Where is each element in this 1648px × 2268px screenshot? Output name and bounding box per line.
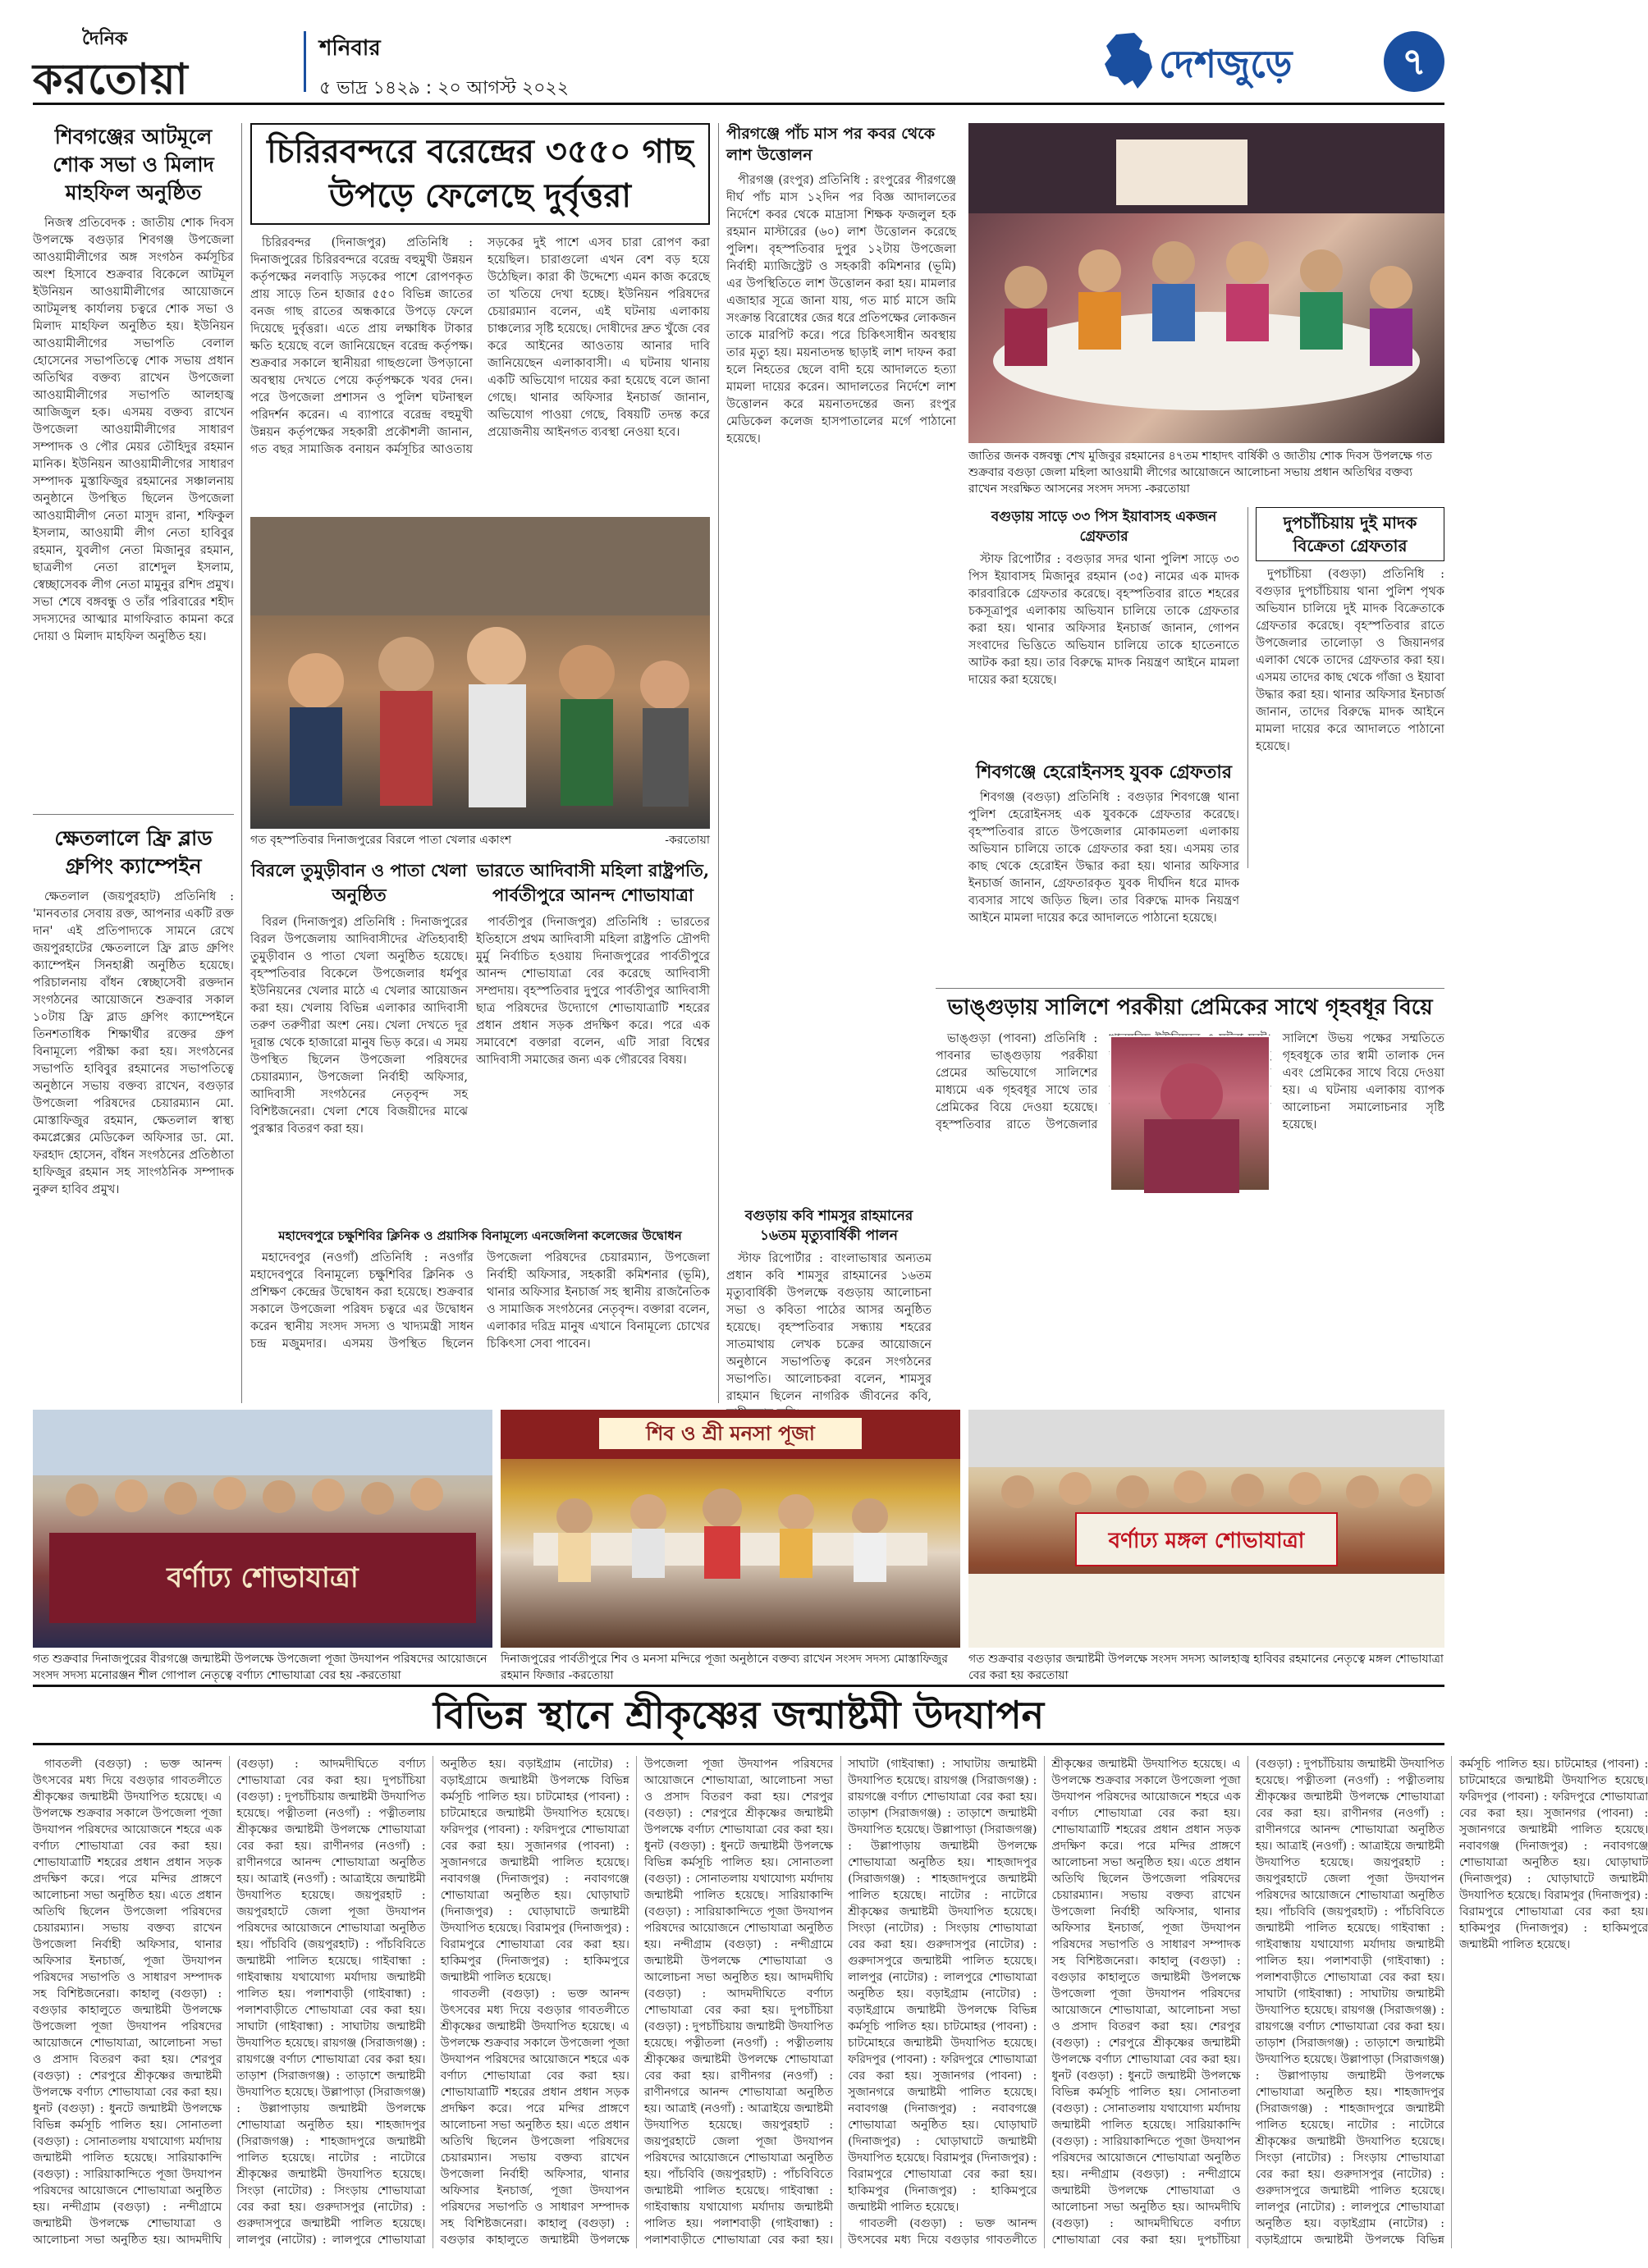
photo-bride <box>1110 1036 1270 1191</box>
dateline <box>304 31 570 98</box>
article-body: নিজস্ব প্রতিবেদক : জাতীয় শোক দিবস উপলক্ষে বগুড়ার শিবগঞ্জ উপজেলা আওয়ামীলীগের অঙ্গ সংগঠন কর্মসূচির অংশ হিসাবে শুক্রবার বিকেলে আটমূল ইউনিয়ন আওয়ামীলীগের আয়োজনে আটমূলস্থ কার্যালয় চত্বরে শোক সভা ও মিলাদ মাহফিল অনুষ্ঠিত হয়। ইউনিয়ন আওয়ামীলীগের সভাপতি বেলাল হোসেনের সভাপতিত্বে শোক সভায় প্রধান অতিথির বক্তব্য রাখেন উপজেলা আওয়ামীলীগের সভাপতি আলহাজ্ব আজিজুল হক। এসময় বক্তব্য রাখেন উপজেলা আওয়ামীলীগের সাধারণ সম্পাদক ও পৌর মেয়র তৌহিদুর রহমান মানিক। ইউনিয়ন আওয়ামীলীগের সাধারণ সম্পাদক মুস্তাফিজুর রহমানের সঞ্চালনায় অনুষ্ঠানে উপস্থিত ছিলেন উপজেলা আওয়ামীলীগ নেতা মাসুদ রানা, শফিকুল ইসলাম, আওয়ামী লীগ নেতা হাবিবুর রহমান, যুবলীগ নেতা মিজানুর রহমান, ছাত্রলীগ নেতা রাশেদুল ইসলাম, স্বেচ্ছাসেবক লীগ নেতা মামুনুর রশিদ প্রমুখ। সভা শেষে বঙ্গবন্ধু ও তাঁর পরিবারের শহীদ সদস্যদের আত্মার মাগফিরাত কামনা করে দোয়া ও মিলাদ মাহফিল অনুষ্ঠিত হয়। <box>33 217 234 643</box>
article-parbatipur-procession <box>476 858 710 1219</box>
column-divider <box>718 123 719 1403</box>
banner-title: বিভিন্ন স্থানে শ্রীকৃষ্ণের জন্মাষ্টমী উদযাপন <box>433 1693 1045 1737</box>
masthead <box>33 23 1444 105</box>
photo-caption: গত শুক্রবার বগুড়ার জন্মাষ্টমী উপলক্ষে সংসদ সদস্য আলহাজ্ব হাবিবর রহমানের নেতৃত্বে মঙ্গল শোভাযাত্রা বের করা হয় করতোয়া <box>968 1653 1444 1682</box>
divider <box>33 814 234 815</box>
article-body: পার্বতীপুর (দিনাজপুর) প্রতিনিধি : ভারতের ইতিহাসে প্রথম আদিবাসী মহিলা রাষ্ট্রপতি দ্রৌপদী মুর্মু নির্বাচিত হওয়ায় দিনাজপুরের পার্বতীপুরে আনন্দ শোভাযাত্রা বের করেছে আদিবাসী সম্প্রদায়। বৃহস্পতিবার দুপুরে পার্বতীপুর আদিবাসী ছাত্র পরিষদের উদ্যোগে শোভাযাত্রাটি শহরের প্রধান প্রধান সড়ক প্রদক্ষিণ করে। পরে এক সমাবেশে বক্তারা বলেন, এটি সারা বিশ্বের আদিবাসী সমাজের জন্য এক গৌরবের বিষয়। <box>476 916 710 1067</box>
divider <box>936 988 1444 989</box>
photo-women-meeting <box>968 123 1444 443</box>
photo-caption: জাতির জনক বঙ্গবন্ধু শেখ মুজিবুর রহমানের ৪৭তম শাহাদৎ বার্ষিকী ও জাতীয় শোক দিবস উপলক্ষে গত শুক্রবার বগুড়া জেলা মহিলা আওয়ামী লীগের আয়োজনে আলোচনা সভায় প্রধান অতিথির বক্তব্য রাখেন সংরক্ষিত আসনের সংসদ সদস্য -করতোয়া <box>968 450 1433 496</box>
date: ৫ ভাদ্র ১৪২৯ : ২০ আগস্ট ২০২২ <box>319 78 570 98</box>
procession-banner: বর্ণাঢ্য মঙ্গল শোভাযাত্রা <box>1075 1512 1338 1566</box>
logo-small-text: দৈনিক <box>82 29 128 49</box>
stage-banner: শিব ও শ্রী মনসা পূজা <box>599 1418 862 1449</box>
article-shibganj-heroin <box>968 760 1239 981</box>
section-title: দেশজুড়ে <box>1159 42 1293 86</box>
article-bogura-yaba <box>968 507 1239 753</box>
article-headline: শিবগঞ্জের আটমূলে শোক সভা ও মিলাদ মাহফিল অনুষ্ঠিত <box>53 125 214 204</box>
janmashtami-banner <box>33 1685 1444 1745</box>
logo-name: করতোয়া <box>33 55 189 104</box>
article-body: মহাদেবপুর (নওগাঁ) প্রতিনিধি : নওগাঁর মহাদেবপুরে বিনামূল্যে চক্ষুশিবির ক্লিনিক ও প্রশিক্ষণ কেন্দ্রের উদ্বোধন করা হয়েছে। শুক্রবার সকালে উপজেলা পরিষদ চত্বরে এর উদ্বোধন করেন স্থানীয় সংসদ সদস্য ও খাদ্যমন্ত্রী সাধন চন্দ্র মজুমদার। এসময় উপস্থিত ছিলেন উপজেলা পরিষদের চেয়ারম্যান, উপজেলা নির্বাহী অফিসার, সহকারী কমিশনার (ভূমি), থানার অফিসার ইনচার্জ সহ স্থানীয় রাজনৈতিক ও সামাজিক সংগঠনের নেতৃবৃন্দ। বক্তারা বলেন, এলাকার দরিদ্র মানুষ এখানে বিনামূল্যে চোখের চিকিৎসা সেবা পাবেন। <box>250 1251 710 1351</box>
article-headline: পীরগঞ্জে পাঁচ মাস পর কবর থেকে লাশ উত্তোলন <box>726 125 936 164</box>
article-headline: বগুড়ায় সাড়ে ৩৩ পিস ইয়াবাসহ একজন গ্রেফতার <box>991 509 1217 545</box>
photo-birganj-rally <box>33 1410 492 1648</box>
article-shamsur-rahman <box>726 1206 932 1403</box>
article-body: গাবতলী (বগুড়া) : ভক্ত আনন্দ উৎসবের মধ্য দিয়ে বগুড়ার গাবতলীতে শ্রীকৃষ্ণের জন্মাষ্টমী উদযাপিত হয়েছে। এ উপলক্ষে শুক্রবার সকালে উপজেলা পূজা উদযাপন পরিষদের আয়োজনে শহরে এক বর্ণাঢ্য শোভাযাত্রা বের করা হয়। শোভাযাত্রাটি শহরের প্রধান প্রধান সড়ক প্রদক্ষিণ করে। পরে মন্দির প্রাঙ্গণে আলোচনা সভা অনুষ্ঠিত হয়। এতে প্রধান অতিথি ছিলেন উপজেলা পরিষদের চেয়ারম্যান। সভায় বক্তব্য রাখেন উপজেলা নির্বাহী অফিসার, থানার অফিসার ইনচার্জ, পূজা উদযাপন পরিষদের সভাপতি ও সাধারণ সম্পাদক সহ বিশিষ্টজনেরা। কাহালু (বগুড়া) : বগুড়ার কাহালুতে জন্মাষ্টমী উপলক্ষে উপজেলা পূজা উদযাপন পরিষদের আয়োজনে শোভাযাত্রা, আলোচনা সভা ও প্রসাদ বিতরণ করা হয়। শেরপুর (বগুড়া) : শেরপুরে শ্রীকৃষ্ণের জন্মাষ্টমী উপলক্ষে বর্ণাঢ্য শোভাযাত্রা বের করা হয়। ধুনট (বগুড়া) : ধুনটে জন্মাষ্টমী উপলক্ষে বিভিন্ন কর্মসূচি পালিত হয়। সোনাতলা (বগুড়া) : সোনাতলায় যথাযোগ্য মর্যাদায় জন্মাষ্টমী পালিত হয়েছে। সারিয়াকান্দি (বগুড়া) : সারিয়াকান্দিতে পূজা উদযাপন পরিষদের আয়োজনে শোভাযাত্রা অনুষ্ঠিত হয়। নন্দীগ্রাম (বগুড়া) : নন্দীগ্রামে জন্মাষ্টমী উপলক্ষে শোভাযাত্রা ও আলোচনা সভা অনুষ্ঠিত হয়। আদমদীঘি (বগুড়া) : আদমদীঘিতে বর্ণাঢ্য শোভাযাত্রা বের করা হয়। দুপচাঁচিয়া (বগুড়া) : দুপচাঁচিয়ায় জন্মাষ্টমী উদযাপিত হয়েছে। পত্নীতলা (নওগাঁ) : পত্নীতলায় শ্রীকৃষ্ণের জন্মাষ্টমী উপলক্ষে শোভাযাত্রা বের করা হয়। রাণীনগর (নওগাঁ) : রাণীনগরে আনন্দ শোভাযাত্রা অনুষ্ঠিত হয়। আত্রাই (নওগাঁ) : আত্রাইয়ে জন্মাষ্টমী উদযাপিত হয়েছে। জয়পুরহাট : জয়পুরহাটে জেলা পূজা উদযাপন পরিষদের আয়োজনে শোভাযাত্রা অনুষ্ঠিত হয়। পাঁচবিবি (জয়পুরহাট) : পাঁচবিবিতে জন্মাষ্টমী পালিত হয়েছে। গাইবান্ধা : গাইবান্ধায় যথাযোগ্য মর্যাদায় জন্মাষ্টমী পালিত হয়। পলাশবাড়ী (গাইবান্ধা) : পলাশবাড়ীতে শোভাযাত্রা বের করা হয়। সাঘাটা (গাইবান্ধা) : সাঘাটায় জন্মাষ্টমী উদযাপিত হয়েছে। রায়গঞ্জ (সিরাজগঞ্জ) : রায়গঞ্জে বর্ণাঢ্য শোভাযাত্রা বের করা হয়। তাড়াশ (সিরাজগঞ্জ) : তাড়াশে জন্মাষ্টমী উদযাপিত হয়েছে। উল্লাপাড়া (সিরাজগঞ্জ) : উল্লাপাড়ায় জন্মাষ্টমী উপলক্ষে শোভাযাত্রা অনুষ্ঠিত হয়। শাহজাদপুর (সিরাজগঞ্জ) : শাহজাদপুরে জন্মাষ্টমী পালিত হয়েছে। নাটোর : নাটোরে শ্রীকৃষ্ণের জন্মাষ্টমী উদযাপিত হয়েছে। সিংড়া (নাটোর) : সিংড়ায় শোভাযাত্রা বের করা হয়। গুরুদাসপুর (নাটোর) : গুরুদাসপুরে জন্মাষ্টমী পালিত হয়েছে। লালপুর (নাটোর) : লালপুরে শোভাযাত্রা অনুষ্ঠিত হয়। বড়াইগ্রাম (নাটোর) : বড়াইগ্রামে জন্মাষ্টমী উপলক্ষে বিভিন্ন কর্মসূচি পালিত হয়। চাটমোহর (পাবনা) : চাটমোহরে জন্মাষ্টমী উদযাপিত হয়েছে। ফরিদপুর (পাবনা) : ফরিদপুরে শোভাযাত্রা বের করা হয়। সুজানগর (পাবনা) : সুজানগরে জন্মাষ্টমী পালিত হয়েছে। নবাবগঞ্জ (দিনাজপুর) : নবাবগঞ্জে শোভাযাত্রা অনুষ্ঠিত হয়। ঘোড়াঘাট (দিনাজপুর) : ঘোড়াঘাটে জন্মাষ্টমী উদযাপিত হয়েছে। বিরামপুর (দিনাজপুর) : বিরামপুরে শোভাযাত্রা বের করা হয়। হাকিমপুর (দিনাজপুর) : হাকিমপুরে জন্মাষ্টমী পালিত হয়েছে। গাবতলী (বগুড়া) : ভক্ত আনন্দ উৎসবের মধ্য দিয়ে বগুড়ার গাবতলীতে শ্রীকৃষ্ণের জন্মাষ্টমী উদযাপিত হয়েছে। এ উপলক্ষে শুক্রবার সকালে উপজেলা পূজা উদযাপন পরিষদের আয়োজনে শহরে এক বর্ণাঢ্য শোভাযাত্রা বের করা হয়। শোভাযাত্রাটি শহরের প্রধান প্রধান সড়ক প্রদক্ষিণ করে। পরে মন্দির প্রাঙ্গণে আলোচনা সভা অনুষ্ঠিত হয়। এতে প্রধান অতিথি ছিলেন উপজেলা পরিষদের চেয়ারম্যান। সভায় বক্তব্য রাখেন উপজেলা নির্বাহী অফিসার, থানার অফিসার ইনচার্জ, পূজা উদযাপন পরিষদের সভাপতি ও সাধারণ সম্পাদক সহ বিশিষ্টজনেরা। কাহালু (বগুড়া) : বগুড়ার কাহালুতে জন্মাষ্টমী উপলক্ষে উপজেলা পূজা উদযাপন পরিষদের আয়োজনে শোভাযাত্রা, আলোচনা সভা ও প্রসাদ বিতরণ করা হয়। শেরপুর (বগুড়া) : শেরপুরে শ্রীকৃষ্ণের জন্মাষ্টমী উপলক্ষে বর্ণাঢ্য শোভাযাত্রা বের করা হয়। ধুনট (বগুড়া) : ধুনটে জন্মাষ্টমী উপলক্ষে বিভিন্ন কর্মসূচি পালিত হয়। সোনাতলা (বগুড়া) : সোনাতলায় যথাযোগ্য মর্যাদায় জন্মাষ্টমী পালিত হয়েছে। সারিয়াকান্দি (বগুড়া) : সারিয়াকান্দিতে পূজা উদযাপন পরিষদের আয়োজনে শোভাযাত্রা অনুষ্ঠিত হয়। নন্দীগ্রাম (বগুড়া) : নন্দীগ্রামে জন্মাষ্টমী উপলক্ষে শোভাযাত্রা ও আলোচনা সভা অনুষ্ঠিত হয়। আদমদীঘি (বগুড়া) : আদমদীঘিতে বর্ণাঢ্য শোভাযাত্রা বের করা হয়। দুপচাঁচিয়া (বগুড়া) : দুপচাঁচিয়ায় জন্মাষ্টমী উদযাপিত হয়েছে। পত্নীতলা (নওগাঁ) : পত্নীতলায় শ্রীকৃষ্ণের জন্মাষ্টমী উপলক্ষে শোভাযাত্রা বের করা হয়। রাণীনগর (নওগাঁ) : রাণীনগরে আনন্দ শোভাযাত্রা অনুষ্ঠিত হয়। আত্রাই (নওগাঁ) : আত্রাইয়ে জন্মাষ্টমী উদযাপিত হয়েছে। জয়পুরহাট : জয়পুরহাটে জেলা পূজা উদযাপন পরিষদের আয়োজনে শোভাযাত্রা অনুষ্ঠিত হয়। পাঁচবিবি (জয়পুরহাট) : পাঁচবিবিতে জন্মাষ্টমী পালিত হয়েছে। গাইবান্ধা : গাইবান্ধায় যথাযোগ্য মর্যাদায় জন্মাষ্টমী পালিত হয়। পলাশবাড়ী (গাইবান্ধা) : পলাশবাড়ীতে শোভাযাত্রা বের করা হয়। সাঘাটা (গাইবান্ধা) : সাঘাটায় জন্মাষ্টমী উদযাপিত হয়েছে। রায়গঞ্জ (সিরাজগঞ্জ) : রায়গঞ্জে বর্ণাঢ্য শোভাযাত্রা বের করা হয়। তাড়াশ (সিরাজগঞ্জ) : তাড়াশে জন্মাষ্টমী উদযাপিত হয়েছে। উল্লাপাড়া (সিরাজগঞ্জ) : উল্লাপাড়ায় জন্মাষ্টমী উপলক্ষে শোভাযাত্রা অনুষ্ঠিত হয়। শাহজাদপুর (সিরাজগঞ্জ) : শাহজাদপুরে জন্মাষ্টমী পালিত হয়েছে। নাটোর : নাটোরে শ্রীকৃষ্ণের জন্মাষ্টমী উদযাপিত হয়েছে। সিংড়া (নাটোর) : সিংড়ায় শোভাযাত্রা বের করা হয়। গুরুদাসপুর (নাটোর) : গুরুদাসপুরে জন্মাষ্টমী পালিত হয়েছে। লালপুর (নাটোর) : লালপুরে শোভাযাত্রা অনুষ্ঠিত হয়। বড়াইগ্রাম (নাটোর) : বড়াইগ্রামে জন্মাষ্টমী উপলক্ষে বিভিন্ন কর্মসূচি পালিত হয়। চাটমোহর (পাবনা) : চাটমোহরে জন্মাষ্টমী উদযাপিত হয়েছে। ফরিদপুর (পাবনা) : ফরিদপুরে শোভাযাত্রা বের করা হয়। সুজানগর (পাবনা) : সুজানগরে জন্মাষ্টমী পালিত হয়েছে। নবাবগঞ্জ (দিনাজপুর) : নবাবগঞ্জে শোভাযাত্রা অনুষ্ঠিত হয়। ঘোড়াঘাট (দিনাজপুর) : ঘোড়াঘাটে জন্মাষ্টমী উদযাপিত হয়েছে। বিরামপুর (দিনাজপুর) : বিরামপুরে শোভাযাত্রা বের করা হয়। হাকিমপুর (দিনাজপুর) : হাকিমপুরে জন্মাষ্টমী পালিত হয়েছে। গাবতলী (বগুড়া) : ভক্ত আনন্দ উৎসবের মধ্য দিয়ে বগুড়ার গাবতলীতে শ্রীকৃষ্ণের জন্মাষ্টমী উদযাপিত হয়েছে। এ উপলক্ষে শুক্রবার সকালে উপজেলা পূজা উদযাপন পরিষদের আয়োজনে শহরে এক বর্ণাঢ্য শোভাযাত্রা বের করা হয়। শোভাযাত্রাটি শহরের প্রধান প্রধান সড়ক প্রদক্ষিণ করে। পরে মন্দির প্রাঙ্গণে আলোচনা সভা অনুষ্ঠিত হয়। এতে প্রধান অতিথি ছিলেন উপজেলা পরিষদের চেয়ারম্যান। সভায় বক্তব্য রাখেন উপজেলা নির্বাহী অফিসার, থানার অফিসার ইনচার্জ, পূজা উদযাপন পরিষদের সভাপতি ও সাধারণ সম্পাদক সহ বিশিষ্টজনেরা। কাহালু (বগুড়া) : বগুড়ার কাহালুতে জন্মাষ্টমী উপলক্ষে উপজেলা পূজা উদযাপন পরিষদের আয়োজনে শোভাযাত্রা, আলোচনা সভা ও প্রসাদ বিতরণ করা হয়। শেরপুর (বগুড়া) : শেরপুরে শ্রীকৃষ্ণের জন্মাষ্টমী উপলক্ষে বর্ণাঢ্য শোভাযাত্রা বের করা হয়। ধুনট (বগুড়া) : ধুনটে জন্মাষ্টমী উপলক্ষে বিভিন্ন কর্মসূচি পালিত হয়। সোনাতলা (বগুড়া) : সোনাতলায় যথাযোগ্য মর্যাদায় জন্মাষ্টমী পালিত হয়েছে। সারিয়াকান্দি (বগুড়া) : সারিয়াকান্দিতে পূজা উদযাপন পরিষদের আয়োজনে শোভাযাত্রা অনুষ্ঠিত হয়। নন্দীগ্রাম (বগুড়া) : নন্দীগ্রামে জন্মাষ্টমী উপলক্ষে শোভাযাত্রা ও আলোচনা সভা অনুষ্ঠিত হয়। আদমদীঘি (বগুড়া) : আদমদীঘিতে বর্ণাঢ্য শোভাযাত্রা বের করা হয়। দুপচাঁচিয়া (বগুড়া) : দুপচাঁচিয়ায় জন্মাষ্টমী উদযাপিত হয়েছে। পত্নীতলা (নওগাঁ) : পত্নীতলায় শ্রীকৃষ্ণের জন্মাষ্টমী উপলক্ষে শোভাযাত্রা বের করা হয়। রাণীনগর (নওগাঁ) : রাণীনগরে আনন্দ শোভাযাত্রা অনুষ্ঠিত হয়। আত্রাই (নওগাঁ) : আত্রাইয়ে জন্মাষ্টমী উদযাপিত হয়েছে। জয়পুরহাট : জয়পুরহাটে জেলা পূজা উদযাপন পরিষদের আয়োজনে শোভাযাত্রা অনুষ্ঠিত হয়। পাঁচবিবি (জয়পুরহাট) : পাঁচবিবিতে জন্মাষ্টমী পালিত হয়েছে। গাইবান্ধা : গাইবান্ধায় যথাযোগ্য মর্যাদায় জন্মাষ্টমী পালিত হয়। পলাশবাড়ী (গাইবান্ধা) : পলাশবাড়ীতে শোভাযাত্রা বের করা হয়। সাঘাটা (গাইবান্ধা) : সাঘাটায় জন্মাষ্টমী উদযাপিত হয়েছে। রায়গঞ্জ (সিরাজগঞ্জ) : রায়গঞ্জে বর্ণাঢ্য শোভাযাত্রা বের করা হয়। তাড়াশ (সিরাজগঞ্জ) : তাড়াশে জন্মাষ্টমী উদযাপিত হয়েছে। উল্লাপাড়া (সিরাজগঞ্জ) : উল্লাপাড়ায় জন্মাষ্টমী উপলক্ষে শোভাযাত্রা অনুষ্ঠিত হয়। শাহজাদপুর (সিরাজগঞ্জ) : শাহজাদপুরে জন্মাষ্টমী পালিত হয়েছে। নাটোর : নাটোরে শ্রীকৃষ্ণের জন্মাষ্টমী উদযাপিত হয়েছে। সিংড়া (নাটোর) : সিংড়ায় শোভাযাত্রা বের করা হয়। গুরুদাসপুর (নাটোর) : গুরুদাসপুরে জন্মাষ্টমী পালিত হয়েছে। লালপুর (নাটোর) : লালপুরে শোভাযাত্রা অনুষ্ঠিত হয়। বড়াইগ্রাম (নাটোর) : বড়াইগ্রামে জন্মাষ্টমী উপলক্ষে বিভিন্ন কর্মসূচি পালিত হয়। চাটমোহর (পাবনা) : চাটমোহরে জন্মাষ্টমী উদযাপিত হয়েছে। ফরিদপুর (পাবনা) : ফরিদপুরে শোভাযাত্রা বের করা হয়। সুজানগর (পাবনা) : সুজানগরে জন্মাষ্টমী পালিত হয়েছে। নবাবগঞ্জ (দিনাজপুর) : নবাবগঞ্জে শোভাযাত্রা অনুষ্ঠিত হয়। ঘোড়াঘাট (দিনাজপুর) : ঘোড়াঘাটে জন্মাষ্টমী উদযাপিত হয়েছে। বিরামপুর (দিনাজপুর) : বিরামপুরে শোভাযাত্রা বের করা হয়। হাকিমপুর (দিনাজপুর) : হাকিমপুরে জন্মাষ্টমী পালিত হয়েছে। <box>33 1758 1648 2247</box>
article-body: শিবগঞ্জ (বগুড়া) প্রতিনিধি : বগুড়ার শিবগঞ্জে থানা পুলিশ হেরোইনসহ এক যুবককে গ্রেফতার করেছে। বৃহস্পতিবার রাতে উপজেলার মোকামতলা এলাকায় অভিযান চালিয়ে তাকে গ্রেফতার করা হয়। এসময় তার কাছ থেকে হেরোইন উদ্ধার করা হয়। থানার অফিসার ইনচার্জ জানান, গ্রেফতারকৃত যুবক দীর্ঘদিন ধরে মাদক ব্যবসার সাথে জড়িত ছিল। তার বিরুদ্ধে মাদক নিয়ন্ত্রণ আইনে মামলা দায়ের করে আদালতে পাঠানো হয়েছে। <box>968 791 1239 925</box>
article-headline: বিরলে তুমুড়ীবান ও পাতা খেলা অনুষ্ঠিত <box>250 860 467 905</box>
article-headline: দুপচাঁচিয়ায় দুই মাদক বিক্রেতা গ্রেফতার <box>1256 507 1444 561</box>
page-number: ৭ <box>1384 31 1444 92</box>
procession-banner: বর্ণাঢ্য শোভাযাত্রা <box>82 1553 443 1603</box>
article-body: বিরল (দিনাজপুর) প্রতিনিধি : দিনাজপুরের বিরল উপজেলায় আদিবাসীদের ঐতিহ্যবাহী তুমুড়ীবান ও পাতা খেলা অনুষ্ঠিত হয়েছে। বৃহস্পতিবার বিকেলে উপজেলার ধর্মপুর ইউনিয়নের খেলার মাঠে এ খেলার আয়োজন করা হয়। খেলায় বিভিন্ন এলাকার আদিবাসী তরুণ তরুণীরা অংশ নেয়। খেলা দেখতে দূর দূরান্ত থেকে হাজারো মানুষ ভিড় করে। এ সময় উপস্থিত ছিলেন উপজেলা পরিষদের চেয়ারম্যান, উপজেলা নির্বাহী অফিসার, আদিবাসী সংগঠনের নেতৃবৃন্দ সহ বিশিষ্টজনেরা। খেলা শেষে বিজয়ীদের মাঝে পুরস্কার বিতরণ করা হয়। <box>250 916 468 1136</box>
weekday: শনিবার <box>319 36 381 61</box>
article-mahadebpur-clinic <box>250 1227 710 1399</box>
article-body: চিরিরবন্দর (দিনাজপুর) প্রতিনিধি : দিনাজপুরের চিরিরবন্দরে বরেন্দ্র বহুমুখী উন্নয়ন কর্তৃপক্ষের নলবাড়ি সড়কের পাশে রোপণকৃত প্রায় সাড়ে তিন হাজার ৫৫০ বিভিন্ন জাতের বনজ গাছ রাতের অন্ধকারে উপড়ে ফেলে দিয়েছে দুর্বৃত্তরা। এতে প্রায় লক্ষাধিক টাকার ক্ষতি হয়েছে বলে জানিয়েছেন বরেন্দ্র কর্তৃপক্ষ। শুক্রবার সকালে স্থানীয়রা গাছগুলো উপড়ানো অবস্থায় দেখতে পেয়ে কর্তৃপক্ষকে খবর দেন। পরে উপজেলা প্রশাসন ও পুলিশ ঘটনাস্থল পরিদর্শন করেন। এ ব্যাপারে বরেন্দ্র বহুমুখী উন্নয়ন কর্তৃপক্ষের সহকারী প্রকৌশলী জানান, গত বছর সামাজিক বনায়ন কর্মসূচির আওতায় সড়কের দুই পাশে এসব চারা রোপণ করা হয়েছিল। চারাগুলো এখন বেশ বড় হয়ে উঠেছিল। কারা কী উদ্দেশ্যে এমন কাজ করেছে তা খতিয়ে দেখা হচ্ছে। ইউনিয়ন পরিষদের চেয়ারম্যান বলেন, এই ঘটনায় এলাকায় চাঞ্চল্যের সৃষ্টি হয়েছে। দোষীদের দ্রুত খুঁজে বের করে আইনের আওতায় আনার দাবি জানিয়েছেন এলাকাবাসী। এ ঘটনায় থানায় একটি অভিযোগ দায়ের করা হয়েছে বলে জানা গেছে। থানার অফিসার ইনচার্জ জানান, অভিযোগ পাওয়া গেছে, বিষয়টি তদন্ত করে প্রয়োজনীয় আইনগত ব্যবস্থা নেওয়া হবে। <box>250 236 710 456</box>
article-headline: শিবগঞ্জে হেরোইনসহ যুবক গ্রেফতার <box>976 761 1232 783</box>
article-headline: ভাঙ্গুড়ায় সালিশে পরকীয়া প্রেমিকের সাথে গৃহবধূর বিয়ে <box>947 995 1433 1020</box>
article-body: দুপচাঁচিয়া (বগুড়া) প্রতিনিধি : বগুড়ার দুপচাঁচিয়ায় থানা পুলিশ পৃথক অভিযান চালিয়ে দুই মাদক বিক্রেতাকে গ্রেফতার করেছে। বৃহস্পতিবার রাতে উপজেলার তালোড়া ও জিয়ানগর এলাকা থেকে তাদের গ্রেফতার করা হয়। এসময় তাদের কাছ থেকে গাঁজা ও ইয়াবা উদ্ধার করা হয়। থানার অফিসার ইনচার্জ জানান, তাদের বিরুদ্ধে মাদক আইনে মামলা দায়ের করে আদালতে পাঠানো হয়েছে। <box>1256 568 1444 753</box>
photo-caption: দিনাজপুরের পার্বতীপুরে শিব ও মনসা মন্দিরে পূজা অনুষ্ঠানে বক্তব্য রাখেন সংসদ সদস্য মোস্তাফিজুর রহমান ফিজার -করতোয়া <box>501 1653 948 1682</box>
article-body: স্টাফ রিপোর্টার : বগুড়ার সদর থানা পুলিশ সাড়ে ৩৩ পিস ইয়াবাসহ মিজানুর রহমান (৩৫) নামের এক মাদক কারবারিকে গ্রেফতার করেছে। বৃহস্পতিবার রাতে শহরের চকসূত্রাপুর এলাকায় অভিযান চালিয়ে তাকে গ্রেফতার করা হয়। থানার অফিসার ইনচার্জ জানান, গোপন সংবাদের ভিত্তিতে অভিযান চালিয়ে তাকে হাতেনাতে আটক করা হয়। তার বিরুদ্ধে মাদক নিয়ন্ত্রণ আইনে মামলা দায়ের করা হয়েছে। <box>968 553 1239 687</box>
article-khetlal-blood <box>33 825 234 1399</box>
photo-bogura-procession <box>968 1410 1444 1648</box>
photo-bush-game <box>250 517 710 829</box>
article-biral-games <box>250 858 468 1219</box>
article-dupchanchia-drugs <box>1256 507 1444 868</box>
column-divider <box>241 123 242 1403</box>
article-body: পীরগঞ্জ (রংপুর) প্রতিনিধি : রংপুরের পীরগঞ্জে দীর্ঘ পাঁচ মাস ১২দিন পর বিজ্ঞ আদালতের নির্দেশে কবর থেকে মাদ্রাসা শিক্ষক ফজলুল হক রহমান মাস্টারের (৬০) লাশ উত্তোলন করেছে পুলিশ। বৃহস্পতিবার দুপুর ১২টায় উপজেলা নির্বাহী ম্যাজিস্ট্রেট ও সহকারী কমিশনার (ভূমি) এর উপস্থিতিতে লাশ উত্তোলন করা হয়। মামলার এজাহার সূত্রে জানা যায়, গত মার্চ মাসে জমি সংক্রান্ত বিরোধের জের ধরে প্রতিপক্ষের লোকজন তাকে মারপিট করে। পরে চিকিৎসাধীন অবস্থায় তার মৃত্যু হয়। ময়নাতদন্ত ছাড়াই লাশ দাফন করা হলে নিহতের ছেলে বাদী হয়ে আদালতে হত্যা মামলা দায়ের করেন। আদালতের নির্দেশে লাশ উত্তোলন করে ময়নাতদন্তের জন্য রংপুর মেডিকেল কলেজ হাসপাতালের মর্গে পাঠানো হয়েছে। <box>726 174 957 446</box>
bangladesh-map-icon <box>1100 31 1157 90</box>
article-headline: ক্ষেতলালে ফ্রি ব্লাড গ্রুপিং ক্যাম্পেইন <box>54 826 213 878</box>
newspaper-logo <box>33 23 279 104</box>
article-body: ক্ষেতলাল (জয়পুরহাট) প্রতিনিধি : 'মানবতার সেবায় রক্ত, আপনার একটি রক্ত দান' এই প্রতিপাদ্যকে সামনে রেখে জয়পুরহাটের ক্ষেতলালে ফ্রি ব্লাড গ্রুপিং ক্যাম্পেইন সিনহাপ্পী অনুষ্ঠিত হয়েছে। পরিচালনায় বাঁধন স্বেচ্ছাসেবী রক্তদান সংগঠনের আয়োজনে শুক্রবার সকাল ১০টায় ফ্রি ব্লাড গ্রুপিং ক্যাম্পেইনে তিনশতাধিক শিক্ষার্থীর রক্তের গ্রুপ বিনামূল্যে পরীক্ষা করা হয়। সংগঠনের সভাপতি হাবিবুর রহমানের সভাপতিত্বে অনুষ্ঠানে সভায় বক্তব্য রাখেন, বগুড়ার উপজেলা পরিষদের চেয়ারম্যান মো. মোস্তাফিজুর রহমান, ক্ষেতলাল স্বাস্থ্য কমপ্লেক্সের মেডিকেল অফিসার ডা. মো. ফরহাদ হোসেন, বাঁধন সংগঠনের প্রতিষ্ঠাতা হাফিজুর রহমান সহ সাংগঠনিক সম্পাদক নুরুল হাবিব প্রমুখ। <box>33 890 234 1196</box>
article-pirganj-exhumation <box>726 123 956 1387</box>
article-shibganj-mourning <box>33 123 234 806</box>
column-divider <box>1247 507 1248 868</box>
photo-parbatipur-puja <box>501 1410 960 1648</box>
article-body: ভাঙ্গুড়া (পাবনা) প্রতিনিধি : পাবনার ভাঙ্গুড়ায় পরকীয়া প্রেমের অভিযোগে সালিশের মাধ্যমে এক গৃহবধূর সাথে তার প্রেমিকের বিয়ে দেওয়া হয়েছে। বৃহস্পতিবার রাতে উপজেলার সালিশে উভয় পক্ষের সম্মতিতে গৃহবধূকে তার স্বামী তালাক দেন এবং প্রেমিকের সাথে বিয়ে দেওয়া হয়। এ ঘটনায় এলাকায় ব্যাপক আলোচনা সমালোচনার সৃষ্টি হয়েছে। <box>936 1032 1444 1132</box>
article-headline: মহাদেবপুরে চক্ষুশিবির ক্লিনিক ও প্রয়াসিক বিনামূল্যে এনজেলিনা কলেজের উদ্বোধন <box>278 1228 682 1243</box>
article-janmashtami <box>33 1756 1648 2248</box>
article-body: স্টাফ রিপোর্টার : বাংলাভাষার অন্যতম প্রধান কবি শামসুর রাহমানের ১৬তম মৃত্যুবার্ষিকী উপলক্ষে বগুড়ায় আলোচনা সভা ও কবিতা পাঠের আসর অনুষ্ঠিত হয়েছে। বৃহস্পতিবার সন্ধ্যায় শহরের সাতমাথায় লেখক চক্রের আয়োজনে অনুষ্ঠানে সভাপতিত্ব করেন সংগঠনের সভাপতি। আলোচকরা বলেন, শামসুর রাহমান ছিলেন নাগরিক জীবনের কবি, <box>726 1252 932 1403</box>
article-headline: ভারতে আদিবাসী মহিলা রাষ্ট্রপতি, পার্বতীপুরে আনন্দ শোভাযাত্রা <box>476 860 710 905</box>
article-headline: বগুড়ায় কবি শামসুর রাহমানের ১৬তম মৃত্যুবার্ষিকী পালন <box>744 1208 913 1244</box>
section-header <box>1100 28 1444 94</box>
photo-caption: গত শুক্রবার দিনাজপুরের বীরগঞ্জে জন্মাষ্টমী উপলক্ষে উপজেলা পূজা উদযাপন পরিষদের আয়োজনে সংসদ সদস্য মনোরঞ্জন শীল গোপাল নেতৃত্বে বর্ণাঢ্য শোভাযাত্রা বের হয় -করতোয়া <box>33 1653 488 1682</box>
photo-caption: গত বৃহস্পতিবার দিনাজপুরের বিরলে পাতা খেলার একাংশ -করতোয়া <box>250 834 710 847</box>
article-headline: চিরিরবন্দরে বরেন্দ্রের ৩৫৫০ গাছ উপড়ে ফেলেছে দুর্বৃত্তরা <box>250 123 710 225</box>
